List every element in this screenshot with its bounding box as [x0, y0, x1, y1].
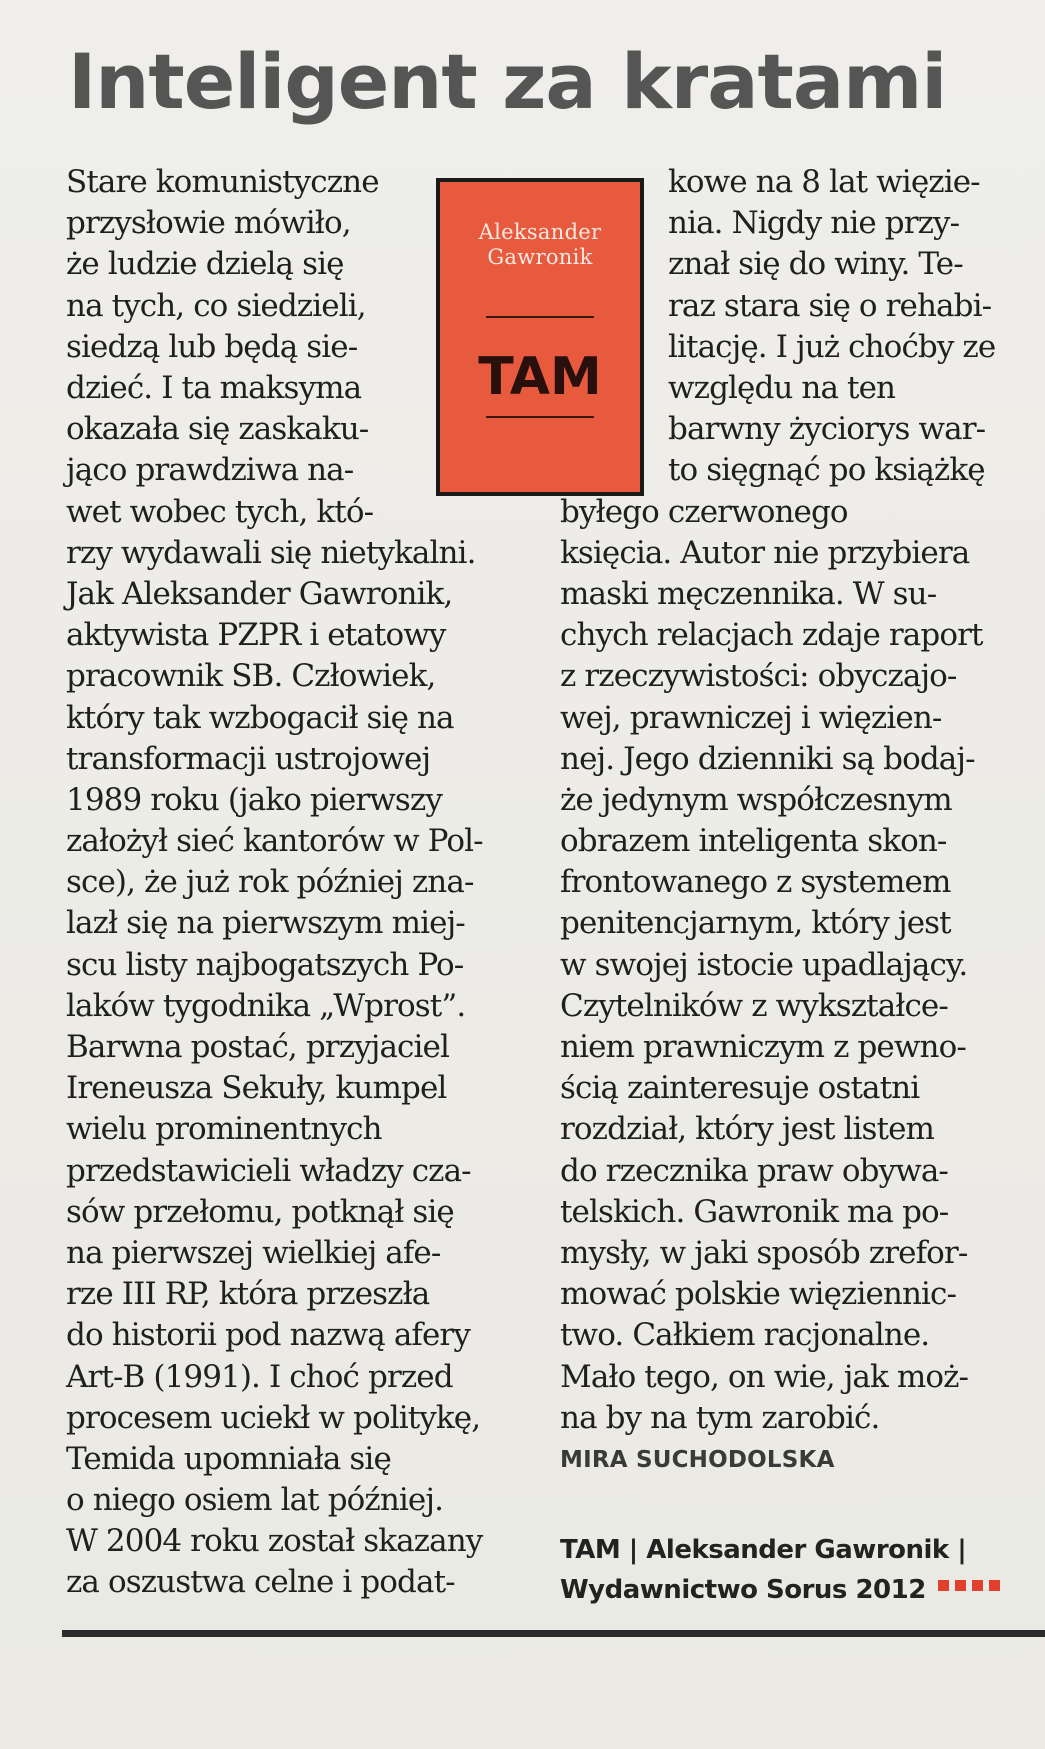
article-line: Temida upomniała się — [66, 1440, 391, 1477]
column-left-bottom — [66, 492, 483, 1604]
article-line: ścią zainteresuje ostatni — [560, 1070, 920, 1107]
article-line: w swojej istocie upadlający. — [560, 946, 968, 983]
cover-author-first: Aleksander — [478, 220, 602, 244]
book-info — [560, 1530, 966, 1610]
article-line: transformacji ustrojowej — [66, 740, 431, 777]
article-line: że ludzie dzielą się — [66, 246, 344, 283]
article-line: z rzeczywistości: obyczajo- — [560, 658, 957, 695]
article-line: Jak Aleksander Gawronik, — [66, 575, 453, 612]
end-of-article-marks — [938, 1580, 1000, 1591]
article-line: przedstawicieli władzy cza- — [66, 1152, 471, 1189]
article-line: mysły, w jaki sposób zrefor- — [560, 1234, 968, 1271]
article-line: założył sieć kantorów w Pol- — [66, 823, 483, 860]
article-line: Barwna postać, przyjaciel — [66, 1029, 449, 1066]
article-line: 1989 roku (jako pierwszy — [66, 781, 442, 818]
article-line: to sięgnąć po książkę — [668, 452, 985, 489]
article-line: litację. I już choćby ze — [668, 328, 996, 365]
article-line: chych relacjach zdaje raport — [560, 617, 983, 654]
article-line: który tak wzbogacił się na — [66, 699, 454, 736]
article-line: wet wobec tych, któ- — [66, 493, 374, 530]
article-line: lazł się na pierwszym miej- — [66, 905, 465, 942]
article-line: rzy wydawali się nietykalni. — [66, 534, 476, 571]
article-line: scu listy najbogatszych Po- — [66, 946, 464, 983]
article-line: aktywista PZPR i etatowy — [66, 617, 446, 654]
article-line: dzieć. I ta maksyma — [66, 369, 362, 406]
book-cover-title: TAM — [478, 347, 602, 407]
article-line: Mało tego, on wie, jak moż- — [560, 1358, 969, 1395]
article-line: jąco prawdziwa na- — [66, 452, 354, 489]
column-right-bottom — [560, 492, 983, 1439]
cover-author-last: Gawronik — [487, 245, 593, 269]
article-line: sów przełomu, potknął się — [66, 1193, 454, 1230]
article-line: penitencjarnym, który jest — [560, 905, 951, 942]
article-line: procesem uciekł w politykę, — [66, 1399, 481, 1436]
cover-rule-bottom — [486, 416, 594, 418]
end-mark — [972, 1580, 983, 1591]
article-line: wej, prawniczej i więzien- — [560, 699, 942, 736]
end-mark — [938, 1580, 949, 1591]
article-line: względu na ten — [668, 369, 896, 406]
article-line: na pierwszej wielkiej afe- — [66, 1234, 441, 1271]
end-mark — [955, 1580, 966, 1591]
article-line: siedzą lub będą sie- — [66, 328, 358, 365]
article-line: pracownik SB. Człowiek, — [66, 658, 436, 695]
article-line: frontowanego z systemem — [560, 864, 951, 901]
article-line: rozdział, który jest listem — [560, 1111, 935, 1148]
article-line: mować polskie więziennic- — [560, 1276, 957, 1313]
article-line: laków tygodnika „Wprost”. — [66, 987, 466, 1024]
article-line: W 2004 roku został skazany — [66, 1523, 483, 1560]
article-line: Ireneusza Sekuły, kumpel — [66, 1070, 447, 1107]
article-line: o niego osiem lat później. — [66, 1482, 444, 1519]
article-line: barwny życiorys war- — [668, 411, 986, 448]
book-cover-image — [436, 178, 644, 496]
bottom-rule — [62, 1630, 1045, 1637]
article-line: Art-B (1991). I choć przed — [66, 1358, 453, 1395]
end-mark — [989, 1580, 1000, 1591]
article-line: nej. Jego dzienniki są bodaj- — [560, 740, 975, 777]
article-line: two. Całkiem racjonalne. — [560, 1317, 930, 1354]
article-line: za oszustwa celne i podat- — [66, 1564, 455, 1601]
article-line: rze III RP, która przeszła — [66, 1276, 430, 1313]
article-line: okazała się zaskaku- — [66, 411, 369, 448]
article-line: wielu prominentnych — [66, 1111, 382, 1148]
article-line: na by na tym zarobić. — [560, 1399, 880, 1436]
article-line: byłego czerwonego — [560, 493, 848, 530]
article-line: na tych, co siedzieli, — [66, 287, 366, 324]
article-headline: Inteligent za kratami — [68, 37, 947, 126]
book-info-line2: Wydawnictwo Sorus 2012 — [560, 1575, 926, 1605]
article-line: obrazem inteligenta skon- — [560, 823, 947, 860]
book-cover-author — [440, 220, 640, 270]
article-line: telskich. Gawronik ma po- — [560, 1193, 949, 1230]
article-line: kowe na 8 lat więzie- — [668, 164, 980, 200]
column-left-top — [66, 162, 379, 492]
book-info-line1: TAM | Aleksander Gawronik | — [560, 1535, 967, 1565]
column-right-top — [668, 162, 995, 492]
article-line: do rzecznika praw obywa- — [560, 1152, 948, 1189]
article-line: niem prawniczym z pewno- — [560, 1029, 966, 1066]
article-line: przysłowie mówiło, — [66, 205, 351, 242]
article-line: raz stara się o rehabi- — [668, 287, 992, 324]
article-line: znał się do winy. Te- — [668, 246, 963, 283]
article-line: sce), że już rok później zna- — [66, 864, 474, 901]
article-line: księcia. Autor nie przybiera — [560, 534, 970, 571]
article-line: maski męczennika. W su- — [560, 575, 937, 612]
author-byline: MIRA SUCHODOLSKA — [560, 1447, 835, 1473]
article-line: że jedynym współczesnym — [560, 781, 952, 818]
article-line: nia. Nigdy nie przy- — [668, 205, 960, 242]
article-line: Stare komunistyczne — [66, 164, 379, 200]
article-line: Czytelników z wykształce- — [560, 987, 948, 1024]
cover-rule-top — [486, 316, 594, 318]
article-line: do historii pod nazwą afery — [66, 1317, 470, 1354]
